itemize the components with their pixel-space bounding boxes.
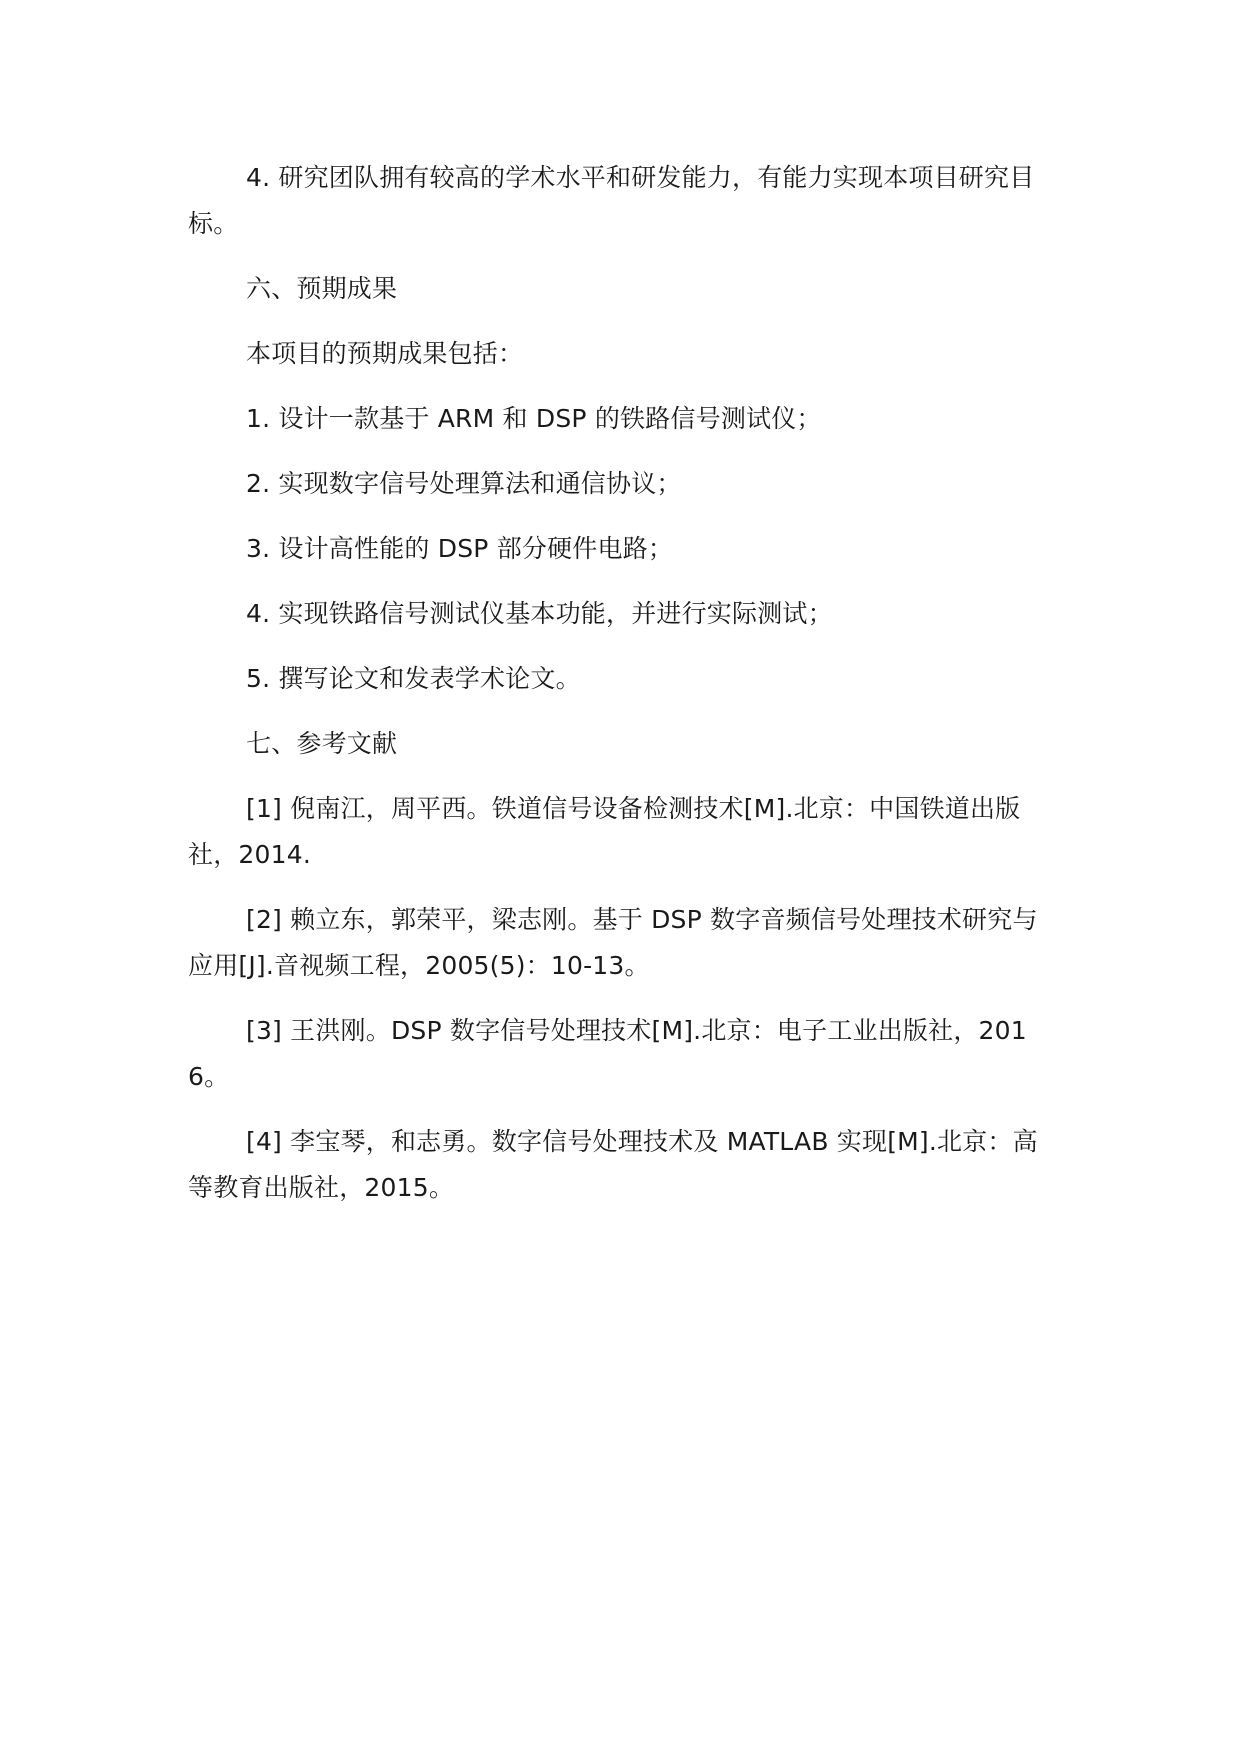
document-body	[188, 155, 1050, 1230]
list-item-result-4: 4. 实现铁路信号测试仪基本功能，并进行实际测试；	[246, 599, 833, 628]
section-heading-references: 七、参考文献	[246, 729, 398, 758]
list-item-result-3: 3. 设计高性能的 DSP 部分硬件电路；	[246, 534, 674, 563]
list-item-result-2: 2. 实现数字信号处理算法和通信协议；	[246, 469, 682, 498]
section-heading-expected-results: 六、预期成果	[246, 274, 398, 303]
reference-item-1: [1] 倪南江，周平西。铁道信号设备检测技术[M].北京：中国铁道出版社，2014.	[188, 794, 1021, 869]
list-item-result-5: 5. 撰写论文和发表学术论文。	[246, 664, 581, 693]
reference-item-3: [3] 王洪刚。DSP 数字信号处理技术[M].北京：电子工业出版社，2016。	[188, 1016, 1027, 1091]
reference-item-2: [2] 赖立东，郭荣平，梁志刚。基于 DSP 数字音频信号处理技术研究与应用[J].音视频工程，2005(5)：10-13。	[188, 905, 1038, 980]
paragraph-results-intro: 本项目的预期成果包括：	[246, 339, 524, 368]
reference-item-4: [4] 李宝琴，和志勇。数字信号处理技术及 MATLAB 实现[M].北京：高等教育出版社，2015。	[188, 1127, 1038, 1202]
list-item-result-1: 1. 设计一款基于 ARM 和 DSP 的铁路信号测试仪；	[246, 404, 822, 433]
paragraph-research-team: 4. 研究团队拥有较高的学术水平和研发能力，有能力实现本项目研究目标。	[188, 163, 1035, 238]
